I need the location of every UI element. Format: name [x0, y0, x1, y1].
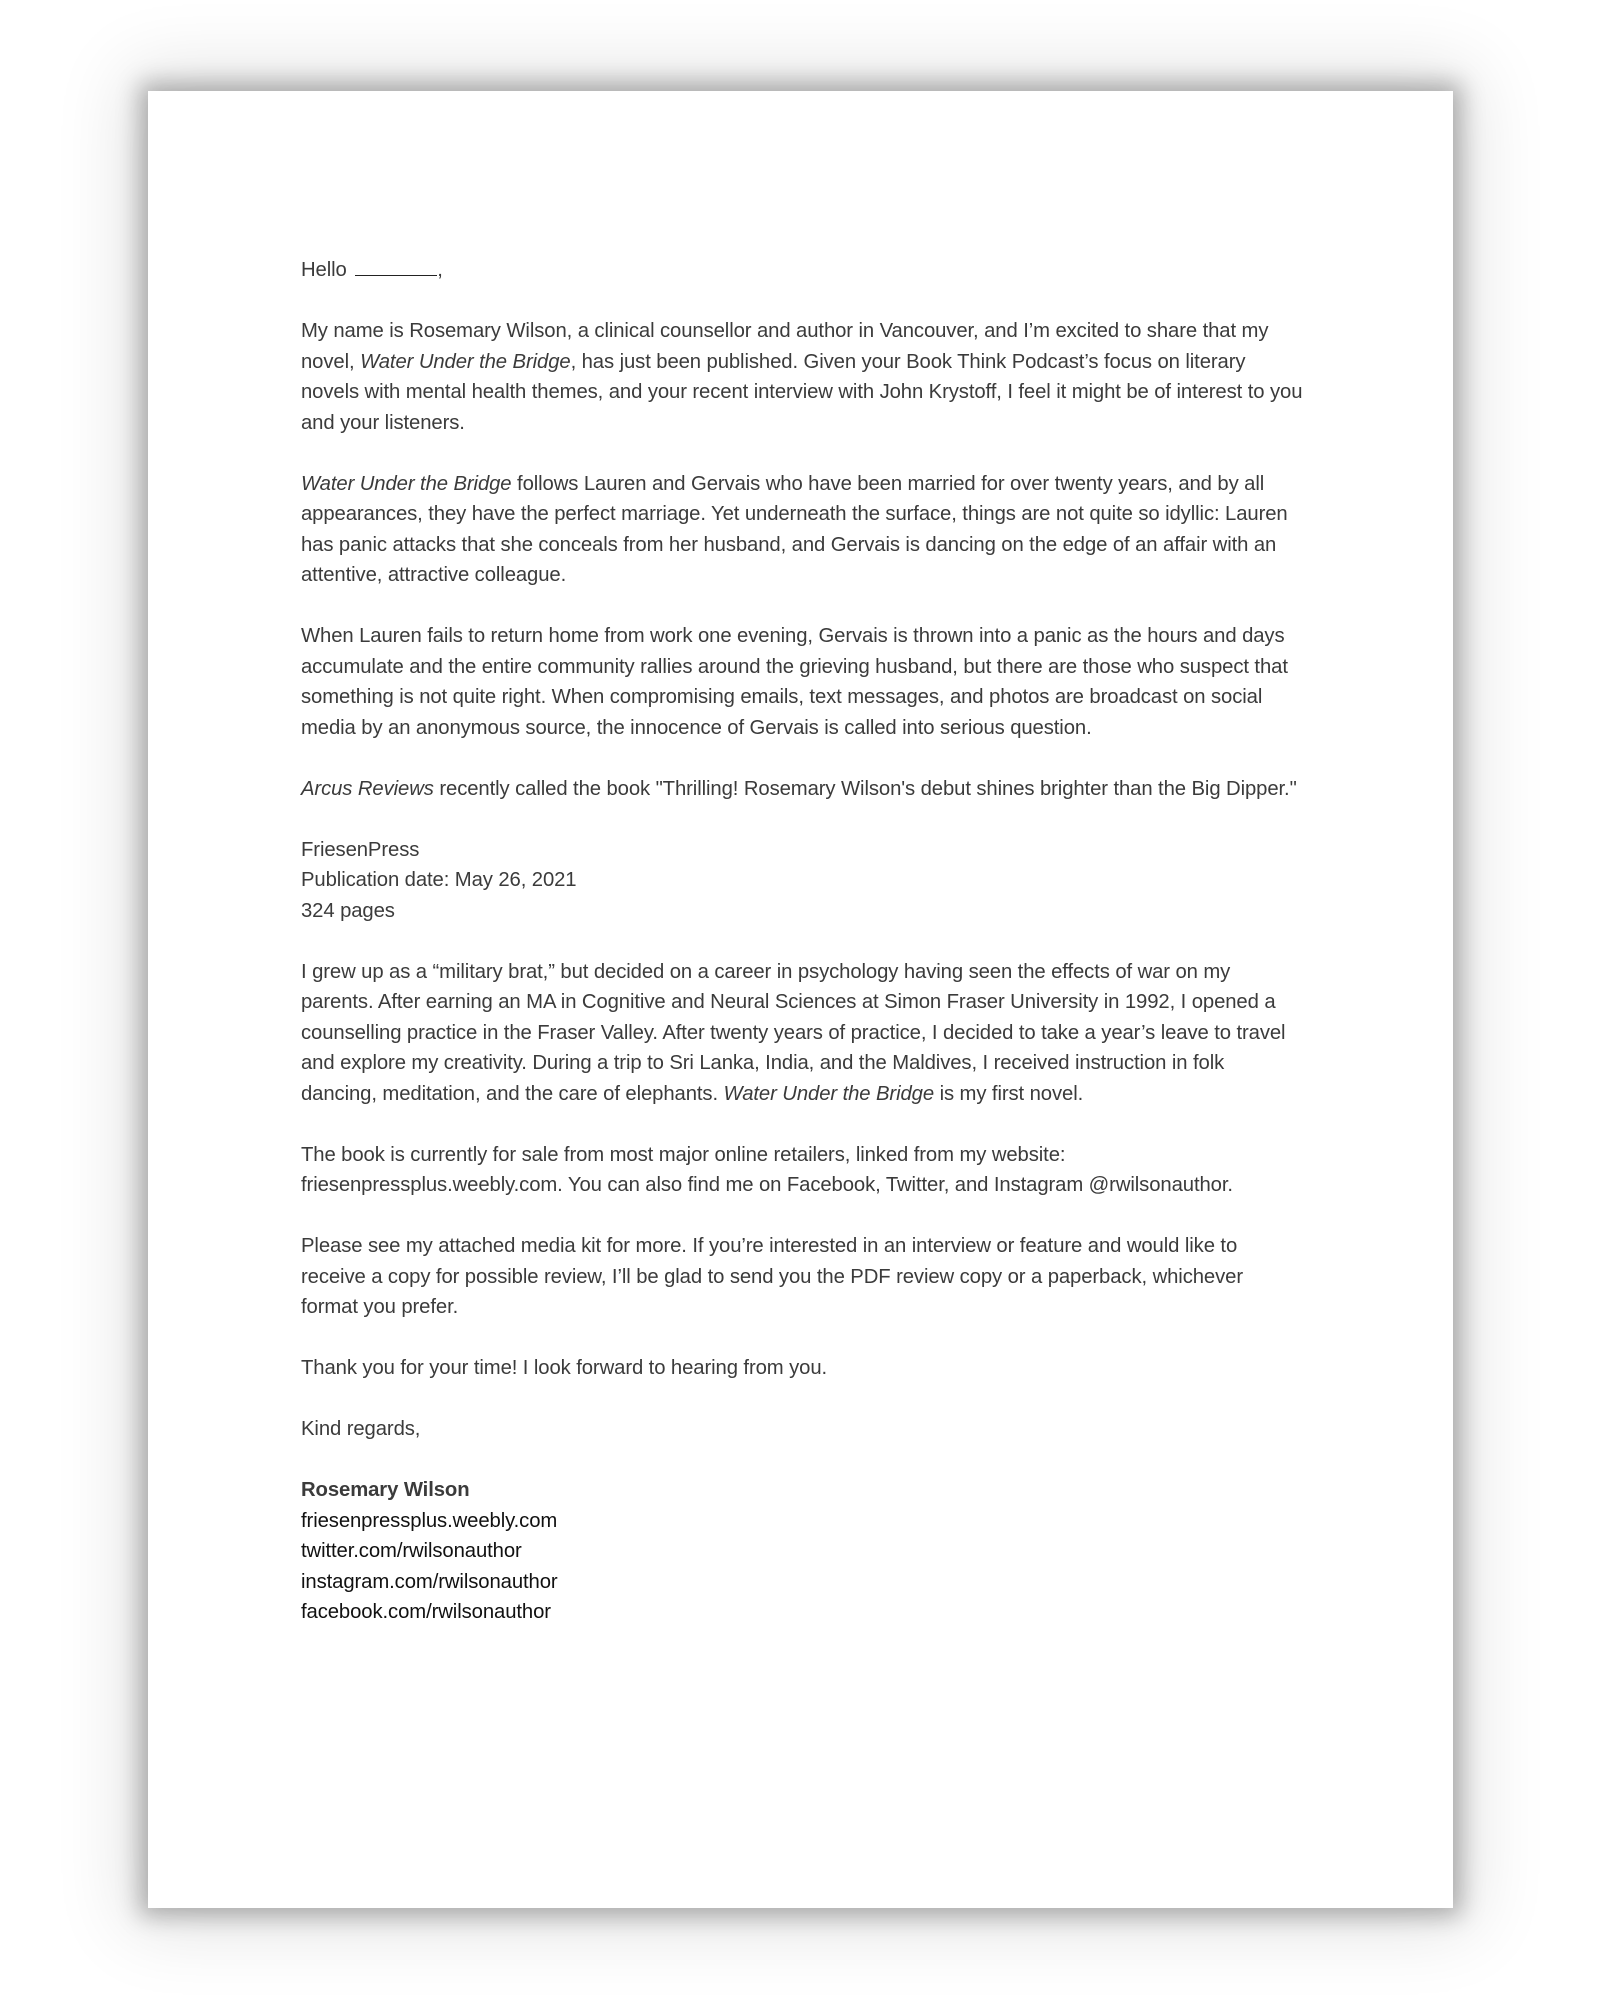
book-title: Water Under the Bridge — [723, 1082, 935, 1105]
website-link[interactable]: friesenpressplus.weebly.com — [301, 1509, 558, 1532]
book-title: Water Under the Bridge — [301, 472, 512, 495]
publisher: FriesenPress — [301, 838, 420, 861]
review-source: Arcus Reviews — [301, 777, 434, 800]
greeting-prefix: Hello — [301, 259, 347, 281]
signature-name: Rosemary Wilson — [301, 1479, 470, 1501]
media-kit-paragraph: Please see my attached media kit for more. If you’re interested in an interview or feature and would like to receive a copy for possible review, I’ll be glad to send you the PDF review copy or a paperback, whichever format you prefer. — [301, 1235, 1243, 1318]
book-title: Water Under the Bridge — [360, 350, 571, 373]
publication-date: Publication date: May 26, 2021 — [301, 869, 577, 891]
bio-text-end: is my first novel. — [934, 1082, 1084, 1105]
book-details — [301, 835, 1303, 927]
facebook-link[interactable]: facebook.com/rwilsonauthor — [301, 1601, 551, 1623]
instagram-link[interactable]: instagram.com/rwilsonauthor — [301, 1570, 558, 1593]
review-paragraph — [301, 774, 1303, 805]
review-quote: recently called the book "Thrilling! Rosemary Wilson's debut shines brighter than the Big Dipper." — [433, 777, 1297, 800]
letter-page — [148, 91, 1453, 1908]
bio-paragraph — [301, 957, 1303, 1110]
greeting — [301, 255, 1303, 286]
page-count: 324 pages — [301, 899, 395, 922]
closing-line: Kind regards, — [301, 1418, 421, 1440]
intro-text-start: My name is Rosemary Wilson, a clinical counsellor and author in Vancouver, and I’m excited to share that my novel, — [301, 320, 1269, 373]
bio-text-start: I grew up as a “military brat,” but decided on a career in psychology having seen the effects of war on my parents. After earning an MA in Cognitive and Neural Sciences at Simon Fraser University in 1992, I opened a counselling practice in the Fraser Valley. After twenty years of practice, I decided to take a year’s leave to travel and explore my creativity. During a trip to Sri Lanka, India, and the Maldives, I received instruction in folk dancing, meditation, and the care of elephants. — [301, 960, 1286, 1105]
intro-paragraph — [301, 316, 1303, 438]
synopsis-paragraph-1 — [301, 469, 1303, 591]
thanks-line: Thank you for your time! I look forward to hearing from you. — [301, 1357, 828, 1379]
signature-block — [301, 1475, 1303, 1628]
availability-paragraph: The book is currently for sale from most major online retailers, linked from my website: friesenpressplus.weebly.com. You can also find me on Facebook, Twitter, and Instagram @rwilsonauthor. — [301, 1143, 1233, 1196]
intro-text-end: , has just been published. Given your Book Think Podcast’s focus on literary novels with mental health themes, and your recent interview with John Krystoff, I feel it might be of interest to you and your listeners. — [301, 350, 1303, 434]
greeting-suffix: , — [437, 259, 443, 281]
synopsis-paragraph-2: When Lauren fails to return home from work one evening, Gervais is thrown into a panic as the hours and days accumulate and the entire community rallies around the grieving husband, but there are those who suspect that something is not quite right. When compromising emails, text messages, and photos are broadcast on social media by an anonymous source, the innocence of Gervais is called into serious question. — [301, 625, 1288, 739]
twitter-link[interactable]: twitter.com/rwilsonauthor — [301, 1540, 522, 1562]
recipient-name-blank — [355, 257, 437, 276]
synopsis-1-text: follows Lauren and Gervais who have been married for over twenty years, and by all appearances, they have the perfect marriage. Yet underneath the surface, things are not quite so idyllic: Lauren has panic attacks that she conceals from her husband, and Gervais is dancing on the edge of an affair with an attentive, attractive colleague. — [301, 472, 1288, 586]
